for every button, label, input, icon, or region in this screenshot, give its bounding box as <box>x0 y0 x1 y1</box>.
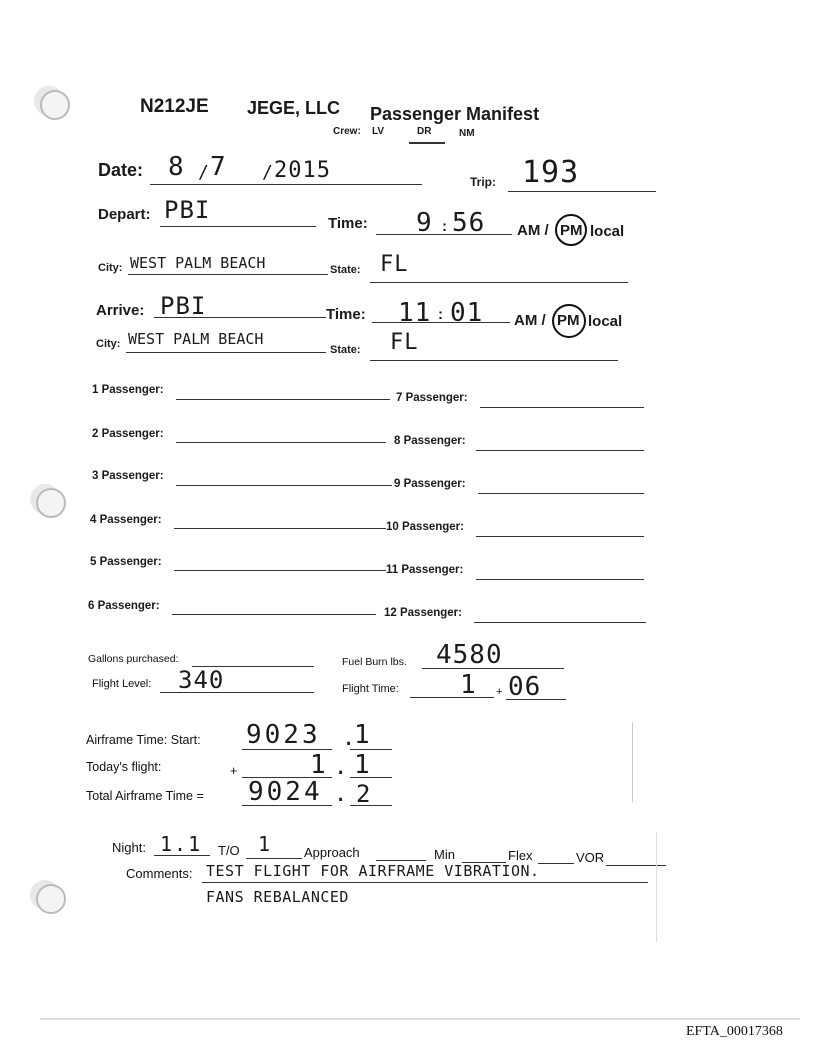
arrive-time-colon: : <box>438 306 443 323</box>
flight-level-value: 340 <box>178 666 225 694</box>
gallons-label: Gallons purchased: <box>88 653 179 665</box>
arrive-time-min: 01 <box>450 298 484 328</box>
company-name: JEGE, LLC <box>247 98 341 118</box>
arrive-am: AM / <box>514 312 546 329</box>
flex-label: Flex <box>508 848 533 863</box>
depart-state-label: State: <box>330 264 361 276</box>
passenger-10-line[interactable] <box>476 536 644 537</box>
comments-line-1: TEST FLIGHT FOR AIRFRAME VIBRATION. <box>206 862 540 880</box>
todays-flight-plus: + <box>230 764 238 778</box>
date-year: 2015 <box>274 158 331 183</box>
trip-field-line[interactable] <box>508 191 656 192</box>
total-airframe-label: Total Airframe Time = <box>86 789 204 803</box>
fuel-burn-label: Fuel Burn lbs. <box>342 656 407 668</box>
airframe-start-whole: 9023 <box>246 720 321 750</box>
airframe-start-tenth: 1 <box>354 720 371 750</box>
punch-hole-top <box>40 90 70 120</box>
document-id: EFTA_00017368 <box>686 1024 783 1039</box>
depart-city-label: City: <box>98 262 123 274</box>
date-slash-1: / <box>198 162 210 183</box>
approach-line[interactable] <box>376 860 426 861</box>
approach-label: Approach <box>304 845 360 860</box>
passenger-11-line[interactable] <box>476 579 644 580</box>
to-line[interactable] <box>246 858 302 859</box>
passenger-6-line[interactable] <box>172 614 376 615</box>
depart-time-colon: : <box>442 218 447 235</box>
arrive-state-value: FL <box>390 330 419 355</box>
todays-flight-dot: . <box>334 755 349 780</box>
depart-time-min: 56 <box>452 208 486 238</box>
crew-selected-underline <box>409 142 445 144</box>
depart-pm: PM <box>560 222 583 239</box>
passenger-9-label: 9 Passenger: <box>394 478 466 490</box>
punch-hole-bottom <box>36 884 66 914</box>
to-label: T/O <box>218 843 240 858</box>
passenger-9-line[interactable] <box>478 493 644 494</box>
passenger-1-line[interactable] <box>176 399 390 400</box>
passenger-12-label: 12 Passenger: <box>384 607 462 619</box>
airframe-start-dot: . <box>342 726 357 751</box>
passenger-8-label: 8 Passenger: <box>394 435 466 447</box>
depart-time-hour: 9 <box>416 208 433 238</box>
total-airframe-tenth: 2 <box>356 780 372 808</box>
min-label: Min <box>434 847 455 862</box>
total-airframe-whole: 9024 <box>248 777 323 807</box>
form-title: Passenger Manifest <box>370 104 540 124</box>
flight-time-plus: + <box>496 686 503 698</box>
arrive-state-line[interactable] <box>370 360 618 361</box>
depart-label: Depart: <box>98 206 151 223</box>
vor-line[interactable] <box>606 865 666 866</box>
scan-margin-line-lower <box>656 832 657 942</box>
todays-flight-label: Today's flight: <box>86 760 162 774</box>
total-airframe-dot: . <box>334 782 349 807</box>
date-month: 8 <box>168 152 185 182</box>
flight-level-label: Flight Level: <box>92 678 152 690</box>
scan-margin-line <box>632 722 633 802</box>
scan-bottom-edge <box>40 1018 800 1020</box>
arrive-city-label: City: <box>96 338 121 350</box>
arrive-time-hour: 11 <box>398 298 432 328</box>
passenger-7-label: 7 Passenger: <box>396 392 468 404</box>
comments-line-2: FANS REBALANCED <box>206 888 349 906</box>
vor-label: VOR <box>576 850 605 865</box>
date-label: Date: <box>98 160 144 180</box>
night-label: Night: <box>112 840 146 855</box>
arrive-state-label: State: <box>330 344 361 356</box>
todays-flight-whole: 1 <box>310 750 327 780</box>
arrive-city-value: WEST PALM BEACH <box>128 330 264 348</box>
passenger-6-label: 6 Passenger: <box>88 600 160 612</box>
tail-number: N212JE <box>140 96 209 117</box>
passenger-10-label: 10 Passenger: <box>386 521 464 533</box>
passenger-5-label: 5 Passenger: <box>90 556 162 568</box>
crew-member-dr: DR <box>417 126 432 137</box>
comments-line[interactable] <box>202 882 648 883</box>
depart-field-line[interactable] <box>160 226 316 227</box>
passenger-3-label: 3 Passenger: <box>92 470 164 482</box>
flight-time-fraction: 06 <box>508 672 542 702</box>
passenger-8-line[interactable] <box>476 450 644 451</box>
passenger-3-line[interactable] <box>176 485 392 486</box>
arrive-pm: PM <box>557 312 580 329</box>
comments-label: Comments: <box>126 866 193 881</box>
to-value: 1 <box>258 832 272 856</box>
date-day: 7 <box>210 152 227 182</box>
passenger-2-label: 2 Passenger: <box>92 428 164 440</box>
flight-time-label: Flight Time: <box>342 683 399 695</box>
date-field-line[interactable] <box>150 184 422 185</box>
passenger-4-line[interactable] <box>174 528 386 529</box>
passenger-12-line[interactable] <box>474 622 646 623</box>
passenger-7-line[interactable] <box>480 407 644 408</box>
depart-state-value: FL <box>380 252 409 277</box>
flight-time-hours-line[interactable] <box>410 697 494 698</box>
crew-label: Crew: <box>333 126 361 137</box>
trip-value: 193 <box>522 155 580 190</box>
passenger-5-line[interactable] <box>174 570 386 571</box>
flex-line[interactable] <box>538 863 574 864</box>
arrive-time-label: Time: <box>326 306 366 323</box>
depart-city-line[interactable] <box>128 274 328 275</box>
crew-member-nm: NM <box>459 128 475 139</box>
passenger-11-label: 11 Passenger: <box>386 564 464 576</box>
airframe-start-label: Airframe Time: Start: <box>86 733 201 747</box>
arrive-value: PBI <box>160 292 207 320</box>
punch-hole-middle <box>36 488 66 518</box>
crew-member-lv: LV <box>372 126 385 137</box>
depart-time-label: Time: <box>328 215 368 232</box>
fuel-burn-value: 4580 <box>436 640 503 670</box>
flight-time-hours: 1 <box>460 670 477 700</box>
night-value: 1.1 <box>160 832 203 856</box>
depart-city-value: WEST PALM BEACH <box>130 254 266 272</box>
passenger-1-label: 1 Passenger: <box>92 384 164 396</box>
passenger-4-label: 4 Passenger: <box>90 514 162 526</box>
depart-local: local <box>590 223 625 240</box>
arrive-city-line[interactable] <box>126 352 326 353</box>
depart-am: AM / <box>517 222 549 239</box>
date-slash-2: / <box>262 162 274 183</box>
arrive-label: Arrive: <box>96 302 145 319</box>
depart-value: PBI <box>164 196 211 224</box>
todays-flight-tenth: 1 <box>354 750 371 780</box>
depart-state-line[interactable] <box>370 282 628 283</box>
arrive-local: local <box>588 313 623 330</box>
passenger-2-line[interactable] <box>176 442 386 443</box>
trip-label: Trip: <box>470 175 496 189</box>
